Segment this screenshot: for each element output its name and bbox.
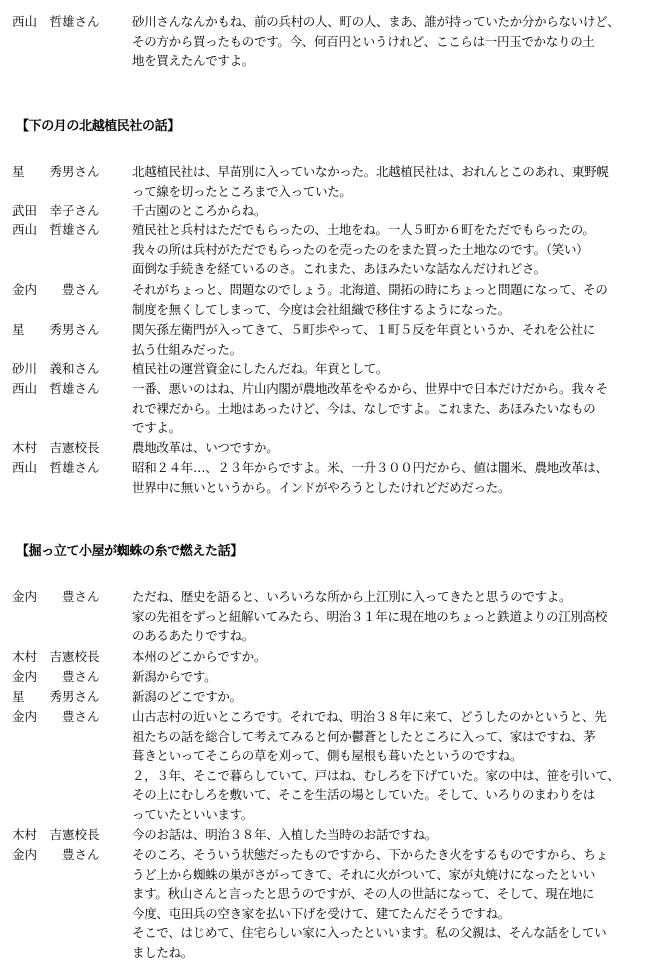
speaker-name: 西山 哲雄さん [12, 381, 100, 396]
speech-text: 新潟からです。 [132, 669, 217, 684]
speaker-name: 西山 哲雄さん [12, 222, 100, 237]
speaker-name: 金内 豊さん [12, 709, 100, 724]
speaker-name: 金内 豊さん [12, 589, 100, 604]
speech-text: 北越植民社は、早苗別に入っていなかった。北越植民社は、おれんとこのあれ、東野幌 って線を切ったところまで入っていた。 [132, 164, 609, 199]
speech-text: 千古園のところからね。 [132, 203, 267, 218]
speaker-name: 星 秀男さん [12, 689, 100, 704]
speech-text: 農地改革は、いつですか。 [132, 440, 279, 455]
speech-text: ただね、歴史を語ると、いろいろな所から上江別に入ってきたと思うのですよ。 家の先祖をずっと紐解いてみたら、明治３１年に現在地のちょっと鉄道よりの江別高校 のあるあたりですね。 [132, 589, 608, 643]
speech-text: 今のお話は、明治３８年、入植した当時のお話ですね。 [132, 827, 438, 842]
speech-text: 植民社の運営資金にしたんだね。年貢として。 [132, 361, 388, 376]
speaker-name: 星 秀男さん [12, 322, 100, 337]
speaker-name: 西山 哲雄さん [12, 460, 100, 475]
speaker-name: 木村 吉憲校長 [12, 649, 100, 664]
speech-text: 殖民社と兵村はただでもらったの、土地をね。一人５町か６町をただでもらったの。 我々の所は兵村がただでもらったのを売ったのをまた買った土地なのです。（笑い） 面倒な手続きを経ているのさ。これまた、あほみたいな話なんだけれどさ。 [132, 222, 595, 276]
speech-text: 砂川さんなんかもね、前の兵村の人、町の人、まあ、誰が持っていたか分からないけど、 その方から買ったものです。今、何百円というけれど、ここらは一円玉でかなりの土 地を買えたんですよ。 [132, 14, 620, 68]
speaker-name: 木村 吉憲校長 [12, 440, 100, 455]
speech-text: 山古志村の近いところです。それでね、明治３８年に来て、どうしたのかというと、先 祖たちの話を総合して考えてみると何か鬱蒼としたところに入って、家はですね、茅 葺きといってそこらの草を刈って、側も屋根も葺いたというのですね。 ２，３年、そこで暮らしていて、戸はね、むしろを下げていた。家の中は、笹を引いて、 その上にむしろを敷いて、そこを生活の場としていた。そして、いろりのまわりをは っていたといいます。 [132, 709, 620, 822]
speaker-name: 武田 幸子さん [12, 203, 100, 218]
speech-text: それがちょっと、問題なのでしょう。北海道、開拓の時にちょっと問題になって、その 制度を無くしてしまって、今度は会社組織で移住するようになった。 [132, 282, 608, 317]
speaker-name: 砂川 義和さん [12, 361, 100, 376]
speaker-name: 星 秀男さん [12, 164, 100, 179]
speech-text: 関矢孫左衛門が入ってきて、５町歩やって、１町５反を年貢というか、それを公社に 払う仕組みだった。 [132, 322, 596, 357]
speaker-name: 木村 吉憲校長 [12, 827, 100, 842]
section-heading: 【下の月の北越植民社の話】 [16, 119, 180, 134]
speech-text: 新潟のどこですか。 [132, 689, 242, 704]
speech-text: 昭和２４年…、２３年からですよ。米、一升３００円だから、値は闇米、農地改革は、 世界中に無いというから。インドがやろうとしたけれどだめだった。 [132, 460, 608, 495]
speaker-name: 西山 哲雄さん [12, 14, 100, 29]
speech-text: 一番、悪いのはね、片山内閣が農地改革をやるから、世界中で日本だけだから。我々そ れで裸だから。土地はあったけど、今は、なしですよ。これまた、あほみたいなもの ですよ。 [132, 381, 608, 435]
speech-text: そのころ、そういう状態だったものですから、下からたき火をするものですから、ちょ うど上から蜘蛛の巣がさがってきて、それに火がついて、家が丸焼けになったといい ます。秋山さんと言ったと思うのですが、その人の世話になって、そして、現在地に 今度、屯田兵の空き家を払い下げを受けて、建てたんだそうですね。 そこで、はじめて、住宅らしい家に入ったといいます。私の父親は、そんな話をしてい ましたね。 [132, 847, 608, 960]
speaker-name: 金内 豊さん [12, 847, 100, 862]
speaker-name: 金内 豊さん [12, 669, 100, 684]
speech-text: 本州のどこからですか。 [132, 649, 267, 664]
speaker-name: 金内 豊さん [12, 282, 100, 297]
section-heading: 【掘っ立て小屋が蜘蛛の糸で燃えた話】 [16, 544, 243, 559]
